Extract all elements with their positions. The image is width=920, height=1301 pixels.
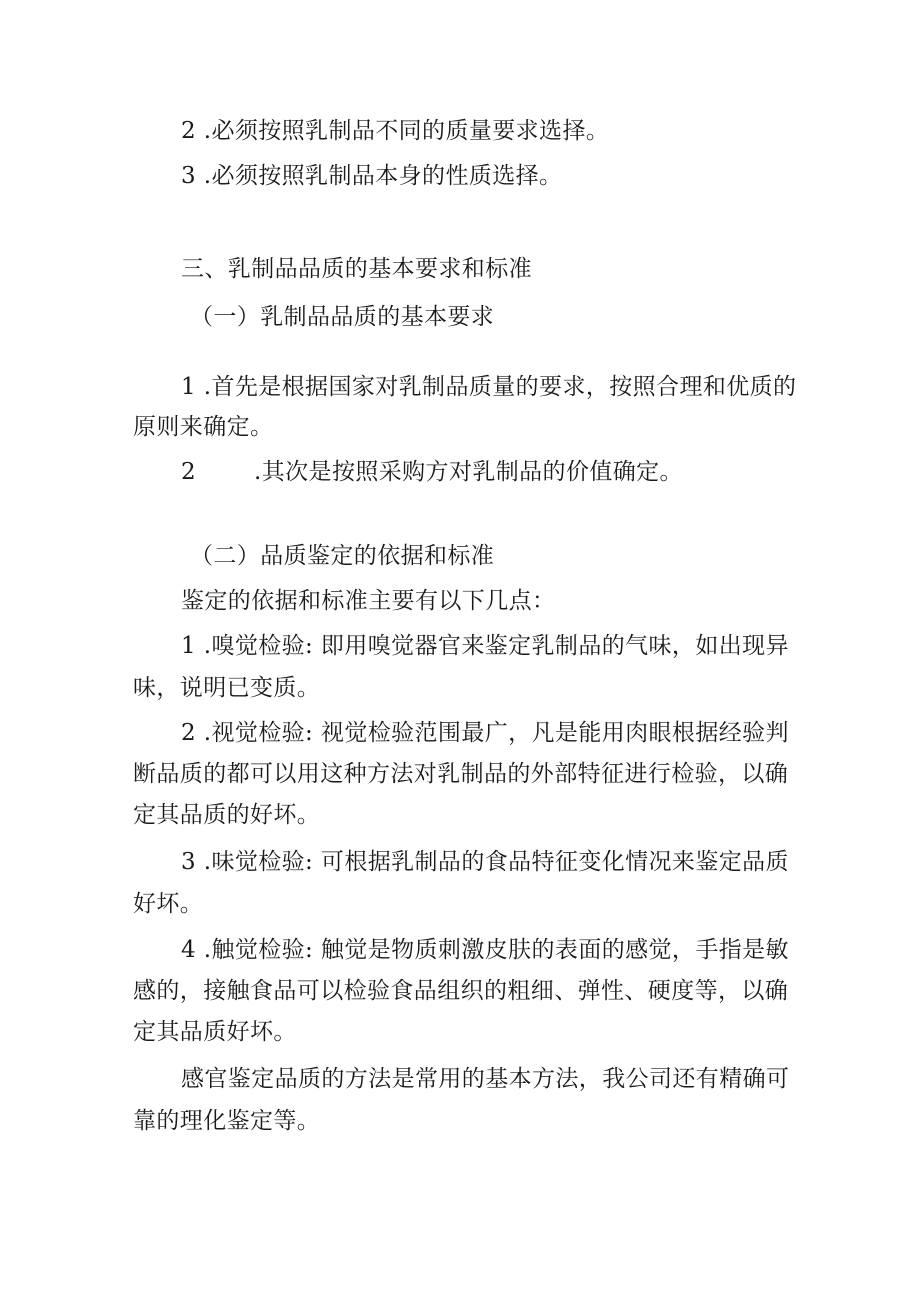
visual-test-line-3: 定其品质的好坏。 <box>133 802 321 828</box>
smell-test-line-2: 味，说明已变质。 <box>133 675 321 701</box>
subsection-heading-1: （一）乳制品品质的基本要求 <box>190 304 495 330</box>
paragraph-2-number: 2 <box>181 459 197 485</box>
taste-test-line-2: 好坏。 <box>133 891 204 917</box>
list-item-2-quality-requirement: 2 .必须按照乳制品不同的质量要求选择。 <box>181 118 610 144</box>
paragraph-1-line-2: 原则来确定。 <box>133 414 274 440</box>
taste-test-line-1: 3 .味觉检验: 可根据乳制品的食品特征变化情况来鉴定品质 <box>181 849 789 875</box>
touch-test-line-3: 定其品质好坏。 <box>133 1019 297 1045</box>
visual-test-line-1: 2 .视觉检验: 视觉检验范围最广，凡是能用肉眼根据经验判 <box>181 720 789 746</box>
smell-test-line-1: 1 .嗅觉检验: 即用嗅觉器官来鉴定乳制品的气味，如出现异 <box>181 633 789 659</box>
touch-test-line-1: 4 .触觉检验: 触觉是物质刺激皮肤的表面的感觉，手指是敏 <box>181 937 789 963</box>
section-heading-3: 三、乳制品品质的基本要求和标准 <box>181 256 532 282</box>
paragraph-1-line-1: 1 .首先是根据国家对乳制品质量的要求，按照合理和优质的 <box>181 374 797 400</box>
subsection-heading-2: （二）品质鉴定的依据和标准 <box>190 543 495 569</box>
visual-test-line-2: 断品质的都可以用这种方法对乳制品的外部特征进行检验，以确 <box>133 761 789 787</box>
paragraph-2-text: .其次是按照采购方对乳制品的价值确定。 <box>254 459 683 485</box>
list-item-3-product-nature: 3 .必须按照乳制品本身的性质选择。 <box>181 163 563 189</box>
paragraph-2-line <box>181 457 683 487</box>
conclusion-line-1: 感官鉴定品质的方法是常用的基本方法，我公司还有精确可 <box>181 1066 790 1092</box>
touch-test-line-2: 感的，接触食品可以检验食品组织的粗细、弹性、硬度等，以确 <box>133 978 789 1004</box>
conclusion-line-2: 靠的理化鉴定等。 <box>133 1108 321 1134</box>
intro-sentence: 鉴定的依据和标准主要有以下几点： <box>181 588 556 614</box>
